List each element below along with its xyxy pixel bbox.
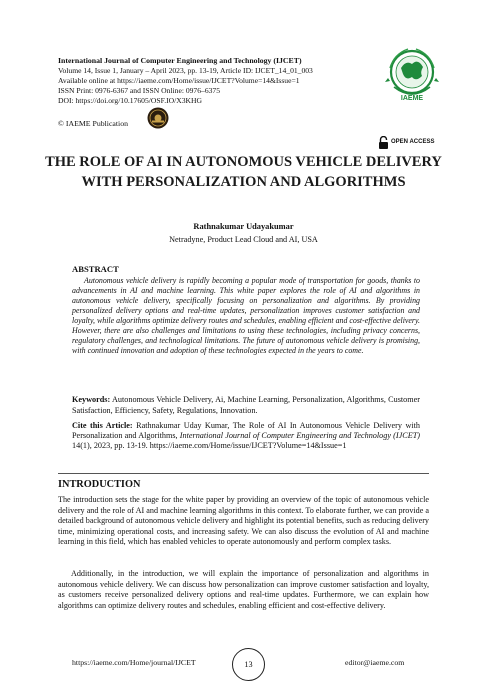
introduction-paragraph-1: The introduction sets the stage for the white paper by providing an overview of the topic of autonomous vehicle delivery and the role of AI and machine learning algorithms in this context. To elaborate further, we can provide a detailed background of autonomous vehicle delivery and highlight its potential benefits, such as reducing delivery time, minimizing operational costs, and increasing safety. We can also discuss the evolution of AI and machine learning in this field, which has enabled vehicles to operate autonomously and perform complex tasks. xyxy=(58,495,429,546)
footer-journal-url[interactable]: https://iaeme.com/Home/journal/IJCET xyxy=(72,658,196,667)
introduction-heading: INTRODUCTION xyxy=(58,479,141,490)
page-number xyxy=(232,648,265,681)
abstract-text: Autonomous vehicle delivery is rapidly becoming a popular mode of transportation for goods, thanks to advancements in AI and machine learning. This white paper explores the role of AI and algorithms in autonomous vehicle delivery, specifically focusing on personalization and algorithms. By providing personalized delivery options and real-time updates, personalization improves customer satisfaction and loyalty, while algorithms optimize delivery routes and schedules, enabling efficient and cost-effective delivery. However, there are also challenges and limitations to using these technologies, including privacy concerns, regulatory challenges, and technological limitations. The future of autonomous vehicle delivery is promising, with continued innovation and adoption of these technologies expected in the years to come. xyxy=(72,276,420,355)
volume-line: Volume 14, Issue 1, January – April 2023, pp. 13-19, Article ID: IJCET_14_01_003 xyxy=(58,66,313,75)
doi-line[interactable]: DOI: https://doi.org/10.17605/OSF.IO/X3KHG xyxy=(58,96,202,105)
publisher-seal-icon xyxy=(147,107,169,129)
publisher-text: © IAEME Publication xyxy=(58,119,129,128)
available-online-line[interactable]: Available online at https://iaeme.com/Home/issue/IJCET?Volume=14&Issue=1 xyxy=(58,76,300,85)
keywords-block xyxy=(72,395,420,417)
open-access-label: OPEN ACCESS xyxy=(391,139,435,145)
keywords-text: Autonomous Vehicle Delivery, Ai, Machine Learning, Personalization, Algorithms, Customer Satisfaction, Efficiency, Safety, Regulations, Innovation. xyxy=(72,395,420,415)
author-affiliation: Netradyne, Product Lead Cloud and AI, USA xyxy=(169,235,318,244)
author-name: Rathnakumar Udayakumar xyxy=(193,222,294,231)
cite-label: Cite this Article: xyxy=(72,421,133,430)
footer-email[interactable]: editor@iaeme.com xyxy=(345,658,405,667)
logo-text: IAEME xyxy=(400,95,424,102)
publisher-line xyxy=(58,119,128,128)
cite-journal: International Journal of Computer Engineering and Technology (IJCET) xyxy=(179,431,421,441)
citation-block xyxy=(72,421,420,452)
introduction-paragraph-2: Additionally, in the introduction, we will explain the importance of personalization and algorithms in autonomous vehicle delivery. We can discuss how personalization can improve customer satisfaction and loyalty, as customers receive personalized delivery options and real-time updates. Furthermore, we can explain how algorithms can optimize delivery routes and schedules, enabling efficient and cost-effective delivery. xyxy=(58,569,429,610)
cite-text: Rathnakumar Uday Kumar, The Role of AI In Autonomous Vehicle Delivery with Personalization and Algorithms, xyxy=(72,421,421,441)
iaeme-logo xyxy=(382,44,442,108)
open-lock-icon xyxy=(378,136,389,149)
paper-title: THE ROLE OF AI IN AUTONOMOUS VEHICLE DELIVERY WITH PERSONALIZATION AND ALGORITHMS xyxy=(45,154,442,190)
section-divider xyxy=(58,473,429,474)
cite-url[interactable]: https://iaeme.com/Home/issue/IJCET?Volume=14&Issue=1 xyxy=(149,441,347,451)
journal-name: International Journal of Computer Engineering and Technology (IJCET) xyxy=(58,56,302,65)
keywords-label: Keywords: xyxy=(72,395,111,404)
issn-line: ISSN Print: 0976-6367 and ISSN Online: 0976–6375 xyxy=(58,86,221,95)
abstract-heading: ABSTRACT xyxy=(72,264,119,274)
cite-volume: 14(1), 2023, pp. 13-19. xyxy=(72,441,148,451)
page-number-text: 13 xyxy=(244,660,253,669)
